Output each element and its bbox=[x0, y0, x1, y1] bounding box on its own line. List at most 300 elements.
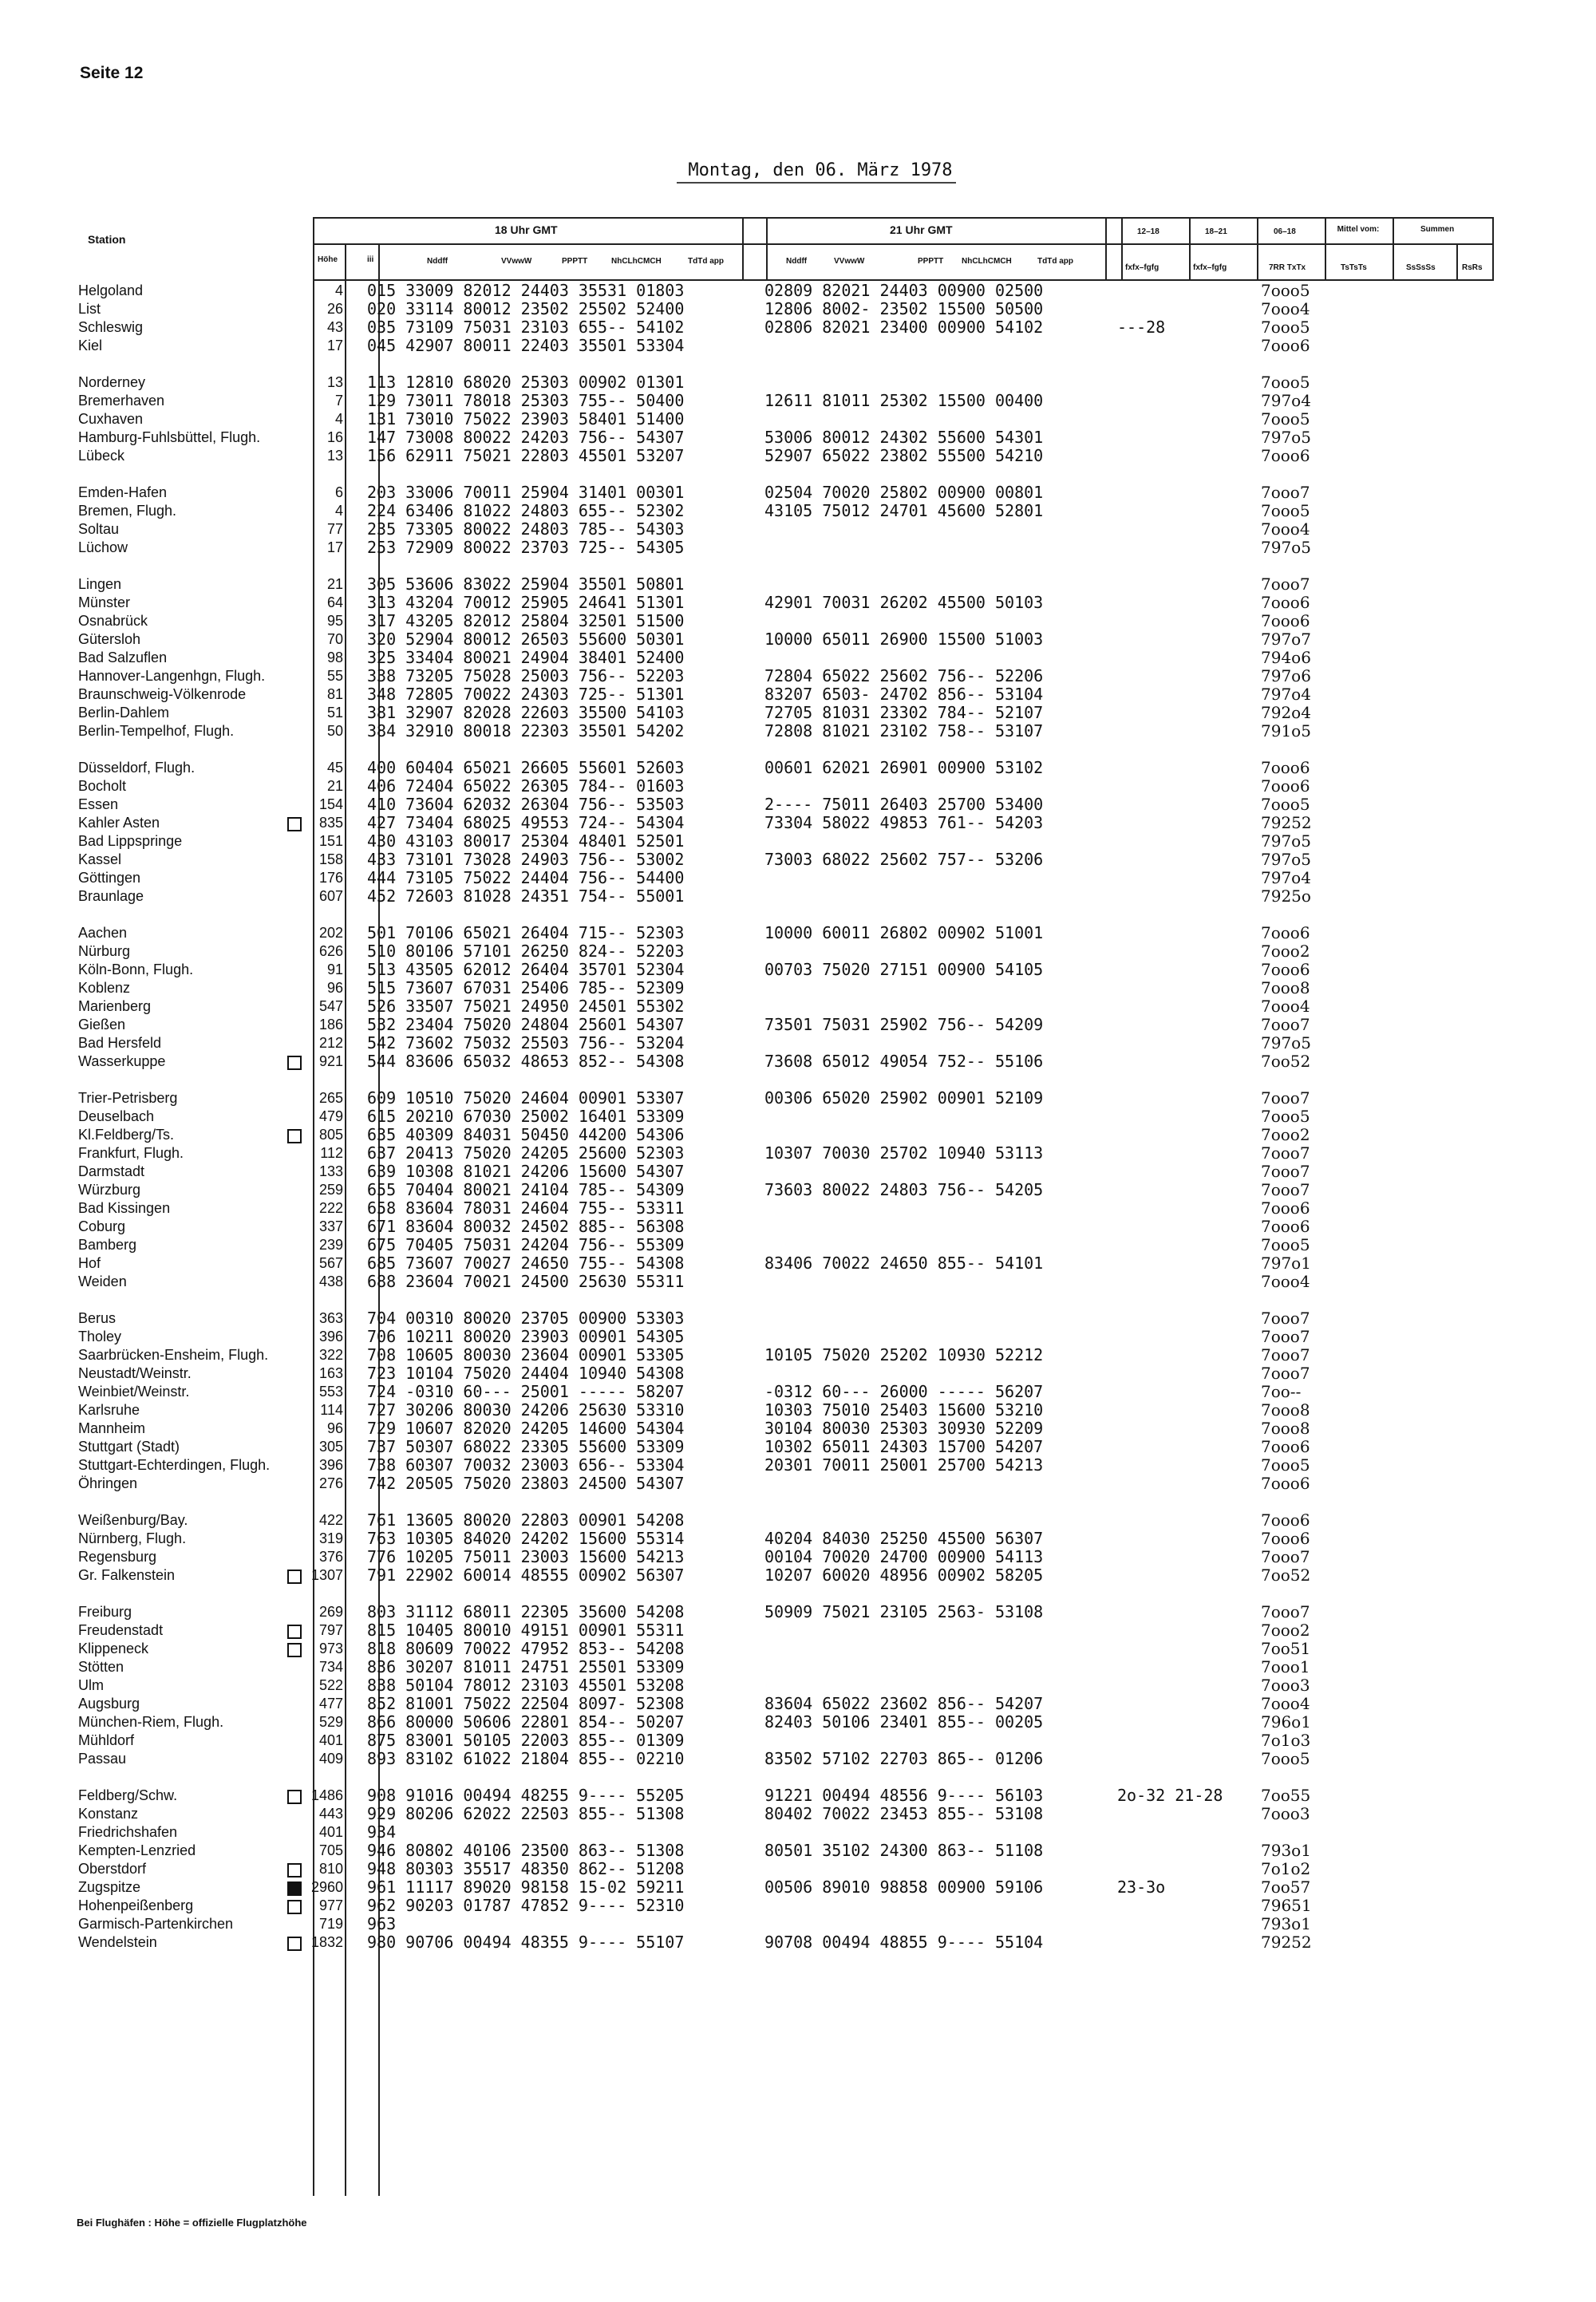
table-cell-x bbox=[1117, 722, 1277, 740]
cell-text: 222 bbox=[318, 1200, 343, 1216]
group-gap bbox=[78, 1585, 310, 1603]
cell-text: 7ooo7 bbox=[1261, 1143, 1310, 1163]
cell-text: 685 73607 70027 24650 755-- 54308 bbox=[367, 1254, 685, 1273]
table-cell-o18 bbox=[367, 1621, 766, 1640]
cell-text: 763 10305 84020 24202 15600 55314 bbox=[367, 1529, 685, 1548]
table-cell-o21 bbox=[764, 484, 1140, 502]
cell-text: 363 bbox=[318, 1310, 343, 1326]
table-cell-x bbox=[1117, 1144, 1277, 1163]
cell-text: Augsburg bbox=[78, 1696, 140, 1712]
table-cell-h bbox=[310, 1750, 343, 1768]
cell-text: 946 80802 40106 23500 863-- 51308 bbox=[367, 1841, 685, 1860]
table-cell-m bbox=[1261, 282, 1333, 300]
table-cell-o21 bbox=[764, 722, 1140, 740]
table-cell-st bbox=[78, 1787, 310, 1805]
table-cell-m bbox=[1261, 1676, 1333, 1695]
cell-text: 797o6 bbox=[1261, 666, 1311, 685]
cell-text: 10105 75020 25202 10930 52212 bbox=[764, 1345, 1044, 1364]
table-cell-h bbox=[310, 1548, 343, 1566]
table-cell-x bbox=[1117, 1603, 1277, 1621]
table-cell-h bbox=[310, 1805, 343, 1823]
cell-text: 522 bbox=[318, 1677, 343, 1693]
cell-text: 409 bbox=[318, 1751, 343, 1767]
cell-text: 797o5 bbox=[1261, 850, 1311, 869]
table-cell-st bbox=[78, 1915, 310, 1933]
table-cell-o21 bbox=[764, 1438, 1140, 1456]
table-cell-x bbox=[1117, 1805, 1277, 1823]
table-cell-o21 bbox=[764, 428, 1140, 447]
table-cell-m bbox=[1261, 630, 1333, 649]
table-cell-x bbox=[1117, 612, 1277, 630]
cell-text: Stötten bbox=[78, 1659, 124, 1675]
table-cell-m bbox=[1261, 1640, 1333, 1658]
table-cell-m bbox=[1261, 1218, 1333, 1236]
cell-text: 00601 62021 26901 00900 53102 bbox=[764, 758, 1044, 777]
cell-text: 7ooo6 bbox=[1261, 960, 1310, 979]
table-cell-st bbox=[78, 1346, 310, 1364]
cell-text: 542 73602 75032 25503 756-- 53204 bbox=[367, 1033, 685, 1052]
table-cell-st bbox=[78, 942, 310, 961]
table-cell-m bbox=[1261, 1878, 1333, 1897]
table-cell-o21 bbox=[764, 594, 1140, 612]
table-cell-h bbox=[310, 1309, 343, 1328]
cell-text: 7ooo6 bbox=[1261, 1510, 1310, 1530]
cell-text: 7ooo6 bbox=[1261, 593, 1310, 612]
cell-text: Garmisch-Partenkirchen bbox=[78, 1916, 234, 1932]
table-cell-m bbox=[1261, 1787, 1333, 1805]
table-cell-m bbox=[1261, 502, 1333, 520]
table-cell-o18 bbox=[367, 300, 766, 318]
cell-text: List bbox=[78, 301, 101, 317]
cell-text: 348 72805 70022 24303 725-- 51301 bbox=[367, 685, 685, 704]
cell-text: 797 bbox=[318, 1622, 343, 1638]
cell-text: Kempten-Lenzried bbox=[78, 1842, 196, 1858]
cell-text: 384 32910 80018 22303 35501 54202 bbox=[367, 721, 685, 740]
group-gap bbox=[310, 906, 343, 924]
table-cell-x bbox=[1117, 318, 1277, 337]
cell-text: 7ooo7 bbox=[1261, 1162, 1310, 1181]
table-cell-m bbox=[1261, 520, 1333, 539]
table-cell-h bbox=[310, 777, 343, 796]
table-cell-o21 bbox=[764, 1383, 1140, 1401]
cell-text: 547 bbox=[318, 998, 343, 1014]
table-cell-st bbox=[78, 410, 310, 428]
cell-text: 7oo52 bbox=[1261, 1566, 1311, 1585]
table-cell-st bbox=[78, 318, 310, 337]
header-18-gmt: 18 Uhr GMT bbox=[495, 223, 558, 236]
cell-text: 792o4 bbox=[1261, 703, 1311, 722]
header-rs: RsRs bbox=[1462, 263, 1483, 272]
table-cell-x bbox=[1117, 1126, 1277, 1144]
table-cell-m bbox=[1261, 594, 1333, 612]
cell-text: 72705 81031 23302 784-- 52107 bbox=[764, 703, 1044, 722]
table-cell-m bbox=[1261, 814, 1333, 832]
col-line-hoehe bbox=[345, 243, 346, 2196]
table-cell-x bbox=[1117, 539, 1277, 557]
cell-text: 158 bbox=[318, 851, 343, 867]
table-cell-o21 bbox=[764, 869, 1140, 887]
table-cell-m bbox=[1261, 796, 1333, 814]
cell-text: 131 73010 75022 23903 58401 51400 bbox=[367, 409, 685, 428]
table-cell-o21 bbox=[764, 410, 1140, 428]
table-cell-h bbox=[310, 373, 343, 392]
table-cell-h bbox=[310, 1658, 343, 1676]
table-cell-h bbox=[310, 1731, 343, 1750]
header-pppt-18: PPPTT bbox=[562, 257, 588, 266]
table-cell-x bbox=[1117, 1199, 1277, 1218]
table-cell-o18 bbox=[367, 1548, 766, 1566]
cell-text: Osnabrück bbox=[78, 613, 148, 629]
table-cell-o18 bbox=[367, 1475, 766, 1493]
table-cell-o18 bbox=[367, 1016, 766, 1034]
cell-text: 7oo51 bbox=[1261, 1639, 1311, 1658]
table-cell-m bbox=[1261, 1566, 1333, 1585]
cell-text: 313 43204 70012 25905 24641 51301 bbox=[367, 593, 685, 612]
group-gap bbox=[78, 355, 310, 373]
table-cell-h bbox=[310, 447, 343, 465]
table-cell-o18 bbox=[367, 979, 766, 997]
table-cell-m bbox=[1261, 539, 1333, 557]
table-cell-m bbox=[1261, 447, 1333, 465]
table-cell-o18 bbox=[367, 594, 766, 612]
header-iii: iii bbox=[367, 255, 374, 264]
table-cell-o18 bbox=[367, 1144, 766, 1163]
table-cell-o18 bbox=[367, 1181, 766, 1199]
group-gap bbox=[1261, 1493, 1333, 1511]
cell-text: Gr. Falkenstein bbox=[78, 1567, 176, 1583]
table-cell-x bbox=[1117, 704, 1277, 722]
cell-text: 7ooo6 bbox=[1261, 1529, 1310, 1548]
cell-text: 7ooo2 bbox=[1261, 942, 1310, 961]
table-cell-h bbox=[310, 318, 343, 337]
cell-text: Darmstadt bbox=[78, 1163, 145, 1179]
table-cell-o21 bbox=[764, 1089, 1140, 1108]
table-cell-x bbox=[1117, 1438, 1277, 1456]
table-cell-o21 bbox=[764, 282, 1140, 300]
cell-text: 10000 65011 26900 15500 51003 bbox=[764, 630, 1044, 649]
table-cell-m bbox=[1261, 924, 1333, 942]
cell-text: 154 bbox=[318, 796, 343, 812]
table-cell-m bbox=[1261, 318, 1333, 337]
table-cell-st bbox=[78, 1658, 310, 1676]
table-cell-o18 bbox=[367, 1456, 766, 1475]
table-cell-o18 bbox=[367, 1731, 766, 1750]
table-cell-o21 bbox=[764, 1823, 1140, 1842]
cell-text: 626 bbox=[318, 943, 343, 959]
cell-text: 908 91016 00494 48255 9---- 55205 bbox=[367, 1786, 685, 1805]
cell-text: Soltau bbox=[78, 521, 120, 537]
group-gap bbox=[764, 740, 1140, 759]
cell-text: 737 50307 68022 23305 55600 53309 bbox=[367, 1437, 685, 1456]
table-cell-o21 bbox=[764, 814, 1140, 832]
table-cell-h bbox=[310, 1364, 343, 1383]
table-cell-o18 bbox=[367, 997, 766, 1016]
cell-text: Berus bbox=[78, 1310, 117, 1326]
table-cell-o18 bbox=[367, 318, 766, 337]
cell-text: 81 bbox=[326, 686, 343, 702]
group-gap bbox=[1261, 465, 1333, 484]
group-gap bbox=[1117, 1768, 1277, 1787]
table-cell-h bbox=[310, 1621, 343, 1640]
cell-text: 7ooo3 bbox=[1261, 1676, 1310, 1695]
cell-text: 23-3o bbox=[1117, 1878, 1166, 1897]
filled-square-icon bbox=[287, 1881, 302, 1896]
cell-text: 337 bbox=[318, 1218, 343, 1234]
cell-text: 10307 70030 25702 10940 53113 bbox=[764, 1143, 1044, 1163]
table-cell-x bbox=[1117, 759, 1277, 777]
cell-text: Gütersloh bbox=[78, 631, 141, 647]
table-cell-o21 bbox=[764, 1126, 1140, 1144]
table-cell-o18 bbox=[367, 1878, 766, 1897]
cell-text: 53006 80012 24302 55600 54301 bbox=[764, 428, 1044, 447]
table-cell-st bbox=[78, 777, 310, 796]
cell-text: Kahler Asten bbox=[78, 815, 160, 831]
cell-text: 156 62911 75021 22803 45501 53207 bbox=[367, 446, 685, 465]
group-gap bbox=[1117, 1291, 1277, 1309]
table-cell-x bbox=[1117, 1254, 1277, 1273]
table-cell-o21 bbox=[764, 1016, 1140, 1034]
table-cell-x bbox=[1117, 685, 1277, 704]
cell-text: 276 bbox=[318, 1475, 343, 1491]
cell-text: 791o5 bbox=[1261, 721, 1311, 740]
square-icon bbox=[287, 1863, 302, 1878]
cell-text: 16 bbox=[326, 429, 343, 445]
group-gap bbox=[764, 1768, 1140, 1787]
cell-text: 635 40309 84031 50450 44200 54306 bbox=[367, 1125, 685, 1144]
cell-text: 7ooo2 bbox=[1261, 1621, 1310, 1640]
cell-text: 7ooo6 bbox=[1261, 336, 1310, 355]
cell-text: Nürnberg, Flugh. bbox=[78, 1530, 187, 1546]
header-summen: Summen bbox=[1420, 225, 1455, 234]
table-cell-o18 bbox=[367, 630, 766, 649]
cell-text: 7ooo8 bbox=[1261, 1419, 1310, 1438]
cell-text: 7ooo6 bbox=[1261, 611, 1310, 630]
table-cell-st bbox=[78, 667, 310, 685]
table-cell-o18 bbox=[367, 1511, 766, 1530]
cell-text: 7ooo5 bbox=[1261, 373, 1310, 392]
table-cell-x bbox=[1117, 1034, 1277, 1052]
cell-text: 00306 65020 25902 00901 52109 bbox=[764, 1088, 1044, 1108]
table-cell-o18 bbox=[367, 887, 766, 906]
cell-text: Kassel bbox=[78, 851, 122, 867]
table-cell-o18 bbox=[367, 1273, 766, 1291]
cell-text: Friedrichshafen bbox=[78, 1824, 178, 1840]
table-cell-o18 bbox=[367, 1163, 766, 1181]
table-cell-st bbox=[78, 1695, 310, 1713]
table-cell-m bbox=[1261, 575, 1333, 594]
cell-text: 305 bbox=[318, 1439, 343, 1455]
table-cell-x bbox=[1117, 1860, 1277, 1878]
table-cell-h bbox=[310, 1676, 343, 1695]
table-cell-h bbox=[310, 1346, 343, 1364]
table-cell-h bbox=[310, 979, 343, 997]
table-cell-st bbox=[78, 1842, 310, 1860]
cell-text: 7ooo5 bbox=[1261, 1455, 1310, 1475]
table-cell-h bbox=[310, 337, 343, 355]
table-cell-st bbox=[78, 887, 310, 906]
cell-text: 7ooo4 bbox=[1261, 997, 1310, 1016]
table-cell-h bbox=[310, 1016, 343, 1034]
table-cell-m bbox=[1261, 1915, 1333, 1933]
cell-text: 1307 bbox=[310, 1567, 343, 1583]
table-cell-st bbox=[78, 1897, 310, 1915]
group-gap bbox=[310, 1768, 343, 1787]
table-cell-m bbox=[1261, 1530, 1333, 1548]
group-gap bbox=[367, 740, 766, 759]
table-cell-o21 bbox=[764, 1236, 1140, 1254]
table-cell-st bbox=[78, 1309, 310, 1328]
cell-text: 7 bbox=[334, 393, 343, 409]
table-cell-x bbox=[1117, 1328, 1277, 1346]
table-cell-o21 bbox=[764, 373, 1140, 392]
cell-text: 269 bbox=[318, 1604, 343, 1620]
table-cell-o21 bbox=[764, 1731, 1140, 1750]
cell-text: 45 bbox=[326, 760, 343, 776]
header-station: Station bbox=[88, 233, 126, 246]
cell-text: 90708 00494 48855 9---- 55104 bbox=[764, 1933, 1044, 1952]
table-cell-m bbox=[1261, 1181, 1333, 1199]
group-gap bbox=[1261, 355, 1333, 373]
table-cell-x bbox=[1117, 392, 1277, 410]
cell-text: 147 73008 80022 24203 756-- 54307 bbox=[367, 428, 685, 447]
cell-text: 239 bbox=[318, 1237, 343, 1253]
table-cell-h bbox=[310, 1199, 343, 1218]
table-cell-m bbox=[1261, 612, 1333, 630]
table-cell-o21 bbox=[764, 1420, 1140, 1438]
cell-text: 21 bbox=[326, 576, 343, 592]
group-gap bbox=[78, 1768, 310, 1787]
cell-text: 396 bbox=[318, 1329, 343, 1344]
cell-text: 7ooo5 bbox=[1261, 1107, 1310, 1126]
table-cell-m bbox=[1261, 759, 1333, 777]
cell-text: Norderney bbox=[78, 374, 146, 390]
header-1218: 12–18 bbox=[1137, 227, 1159, 236]
square-icon bbox=[287, 1937, 302, 1951]
cell-text: 83207 6503- 24702 856-- 53104 bbox=[764, 685, 1044, 704]
cell-text: 797o1 bbox=[1261, 1254, 1311, 1273]
group-gap bbox=[78, 557, 310, 575]
table-cell-h bbox=[310, 1052, 343, 1071]
table-cell-o18 bbox=[367, 1897, 766, 1915]
table-cell-x bbox=[1117, 1089, 1277, 1108]
cell-text: 7ooo6 bbox=[1261, 1474, 1310, 1493]
table-cell-st bbox=[78, 575, 310, 594]
table-cell-o21 bbox=[764, 887, 1140, 906]
table-cell-h bbox=[310, 1034, 343, 1052]
table-cell-x bbox=[1117, 887, 1277, 906]
table-cell-st bbox=[78, 1676, 310, 1695]
table-cell-o21 bbox=[764, 649, 1140, 667]
group-gap bbox=[1117, 557, 1277, 575]
table-cell-m bbox=[1261, 1731, 1333, 1750]
cell-text: 113 12810 68020 25303 00902 01301 bbox=[367, 373, 685, 392]
table-cell-x bbox=[1117, 1640, 1277, 1658]
cell-text: 7ooo8 bbox=[1261, 1400, 1310, 1420]
group-gap bbox=[764, 1291, 1140, 1309]
col-line-ss bbox=[1456, 243, 1458, 281]
table-cell-st bbox=[78, 979, 310, 997]
cell-text: 7ooo7 bbox=[1261, 1547, 1310, 1566]
table-cell-m bbox=[1261, 704, 1333, 722]
table-cell-x bbox=[1117, 300, 1277, 318]
table-cell-st bbox=[78, 447, 310, 465]
cell-text: 212 bbox=[318, 1035, 343, 1051]
group-gap bbox=[310, 1071, 343, 1089]
cell-text: 7ooo5 bbox=[1261, 409, 1310, 428]
cell-text: Würzburg bbox=[78, 1182, 141, 1198]
table-cell-o21 bbox=[764, 392, 1140, 410]
cell-text: 7ooo2 bbox=[1261, 1125, 1310, 1144]
col-line-end bbox=[1492, 217, 1494, 281]
cell-text: 893 83102 61022 21804 855-- 02210 bbox=[367, 1749, 685, 1768]
table-cell-h bbox=[310, 1401, 343, 1420]
table-cell-h bbox=[310, 1328, 343, 1346]
group-gap bbox=[764, 1071, 1140, 1089]
table-cell-o21 bbox=[764, 796, 1140, 814]
cell-text: 7o1o3 bbox=[1261, 1731, 1311, 1750]
table-cell-m bbox=[1261, 1163, 1333, 1181]
table-cell-st bbox=[78, 1511, 310, 1530]
table-cell-m bbox=[1261, 722, 1333, 740]
cell-text: 639 10308 81021 24206 15600 54307 bbox=[367, 1162, 685, 1181]
table-cell-st bbox=[78, 300, 310, 318]
table-cell-x bbox=[1117, 1787, 1277, 1805]
table-cell-o18 bbox=[367, 1750, 766, 1768]
cell-text: 704 00310 80020 23705 00900 53303 bbox=[367, 1309, 685, 1328]
table-cell-o18 bbox=[367, 1438, 766, 1456]
table-cell-m bbox=[1261, 961, 1333, 979]
table-cell-m bbox=[1261, 1346, 1333, 1364]
table-cell-m bbox=[1261, 887, 1333, 906]
table-cell-h bbox=[310, 924, 343, 942]
table-cell-h bbox=[310, 1144, 343, 1163]
cell-text: 977 bbox=[318, 1897, 343, 1913]
cell-text: 658 83604 78031 24604 755-- 53311 bbox=[367, 1198, 685, 1218]
table-cell-m bbox=[1261, 373, 1333, 392]
table-cell-m bbox=[1261, 300, 1333, 318]
cell-text: 17 bbox=[326, 338, 343, 353]
cell-text: Bocholt bbox=[78, 778, 127, 794]
cell-text: 742 20505 75020 23803 24500 54307 bbox=[367, 1474, 685, 1493]
cell-text: 443 bbox=[318, 1806, 343, 1822]
table-cell-st bbox=[78, 1383, 310, 1401]
table-cell-st bbox=[78, 337, 310, 355]
cell-text: 7ooo7 bbox=[1261, 483, 1310, 502]
cell-text: 30104 80030 25303 30930 52209 bbox=[764, 1419, 1044, 1438]
table-cell-m bbox=[1261, 1933, 1333, 1952]
cell-text: ---28 bbox=[1117, 318, 1166, 337]
table-cell-st bbox=[78, 612, 310, 630]
cell-text: 73603 80022 24803 756-- 54205 bbox=[764, 1180, 1044, 1199]
table-cell-st bbox=[78, 759, 310, 777]
group-gap bbox=[764, 1493, 1140, 1511]
cell-text: 96 bbox=[326, 1420, 343, 1436]
cell-text: 835 bbox=[318, 815, 343, 831]
cell-text: Emden-Hafen bbox=[78, 484, 168, 500]
cell-text: 430 43103 80017 25304 48401 52501 bbox=[367, 831, 685, 851]
table-cell-st bbox=[78, 1475, 310, 1493]
cell-text: 10303 75010 25403 15600 53210 bbox=[764, 1400, 1044, 1420]
table-cell-m bbox=[1261, 1016, 1333, 1034]
table-cell-o21 bbox=[764, 1695, 1140, 1713]
table-cell-o21 bbox=[764, 1860, 1140, 1878]
cell-text: 7ooo5 bbox=[1261, 281, 1310, 300]
cell-text: 791 22902 60014 48555 00902 56307 bbox=[367, 1566, 685, 1585]
cell-text: 526 33507 75021 24950 24501 55302 bbox=[367, 997, 685, 1016]
cell-text: Bremerhaven bbox=[78, 393, 165, 409]
group-gap bbox=[764, 906, 1140, 924]
table-cell-o18 bbox=[367, 667, 766, 685]
